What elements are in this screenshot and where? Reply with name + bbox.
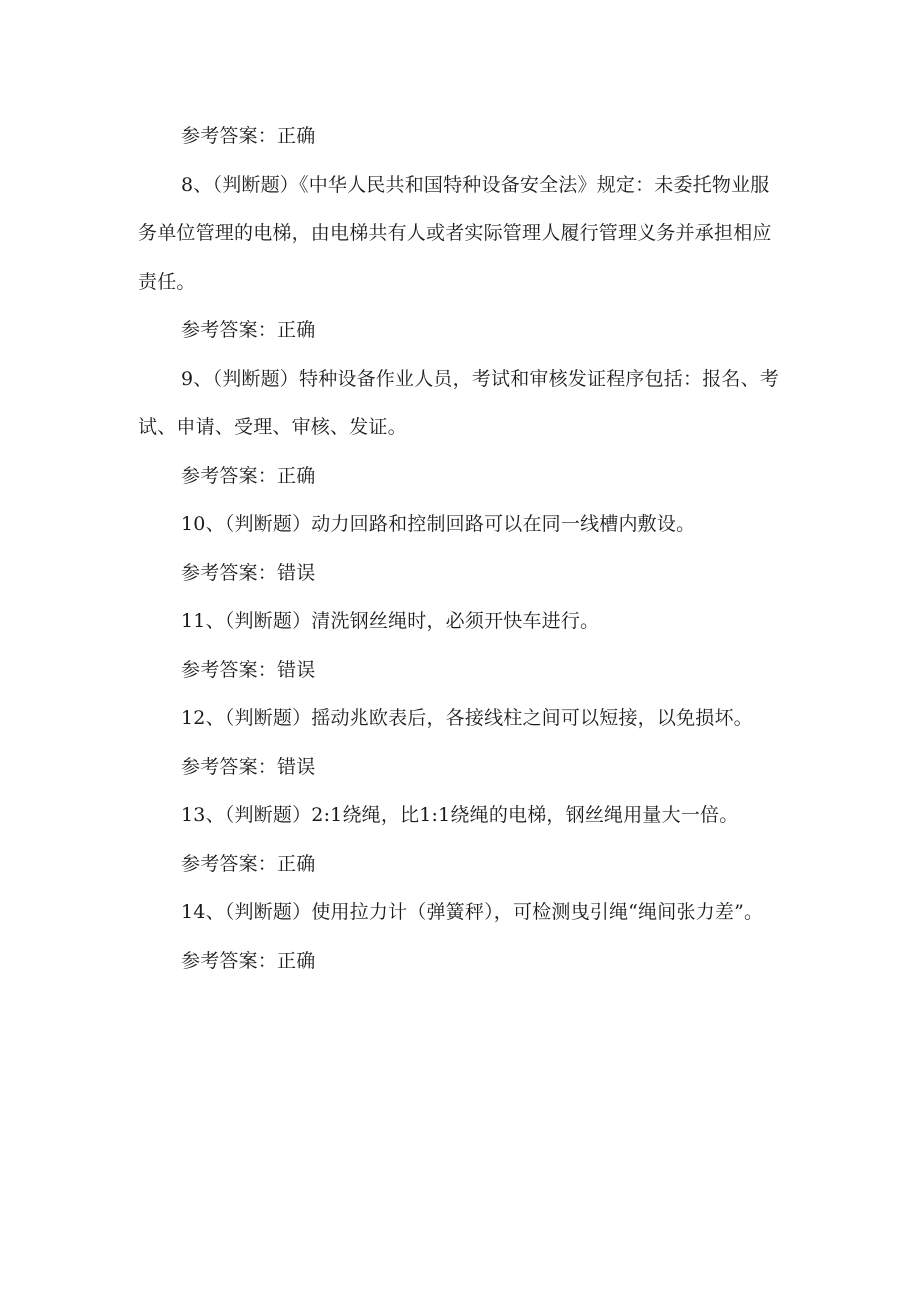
answer-line: 参考答案：错误 <box>181 561 316 584</box>
question-list <box>138 112 788 985</box>
answer-line: 参考答案：错误 <box>181 658 316 681</box>
answer-line: 参考答案：错误 <box>181 755 316 778</box>
answer-line: 参考答案：正确 <box>181 852 316 875</box>
question-11: 11、（判断题）清洗钢丝绳时，必须开快车进行。 <box>181 610 600 632</box>
question-10: 10、（判断题）动力回路和控制回路可以在同一线槽内敷设。 <box>181 513 696 535</box>
question-9: 9、（判断题）特种设备作业人员，考试和审核发证程序包括：报名、考试、申请、受理、审核、发证。 <box>138 367 779 438</box>
question-14: 14、（判断题）使用拉力计（弹簧秤），可检测曳引绳“绳间张力差”。 <box>181 901 764 923</box>
question-12: 12、（判断题）摇动兆欧表后，各接线柱之间可以短接，以免损坏。 <box>181 707 753 729</box>
question-13: 13、（判断题）2:1绕绳，比1:1绕绳的电梯，钢丝绳用量大一倍。 <box>181 804 739 826</box>
answer-line: 参考答案：正确 <box>181 125 316 147</box>
answer-line: 参考答案：正确 <box>181 319 316 341</box>
answer-line: 参考答案：正确 <box>181 464 316 487</box>
answer-line: 参考答案：正确 <box>181 949 316 972</box>
question-8: 8、（判断题）《中华人民共和国特种设备安全法》规定：未委托物业服务单位管理的电梯，由电梯共有人或者实际管理人履行管理义务并承担相应责任。 <box>138 173 772 293</box>
